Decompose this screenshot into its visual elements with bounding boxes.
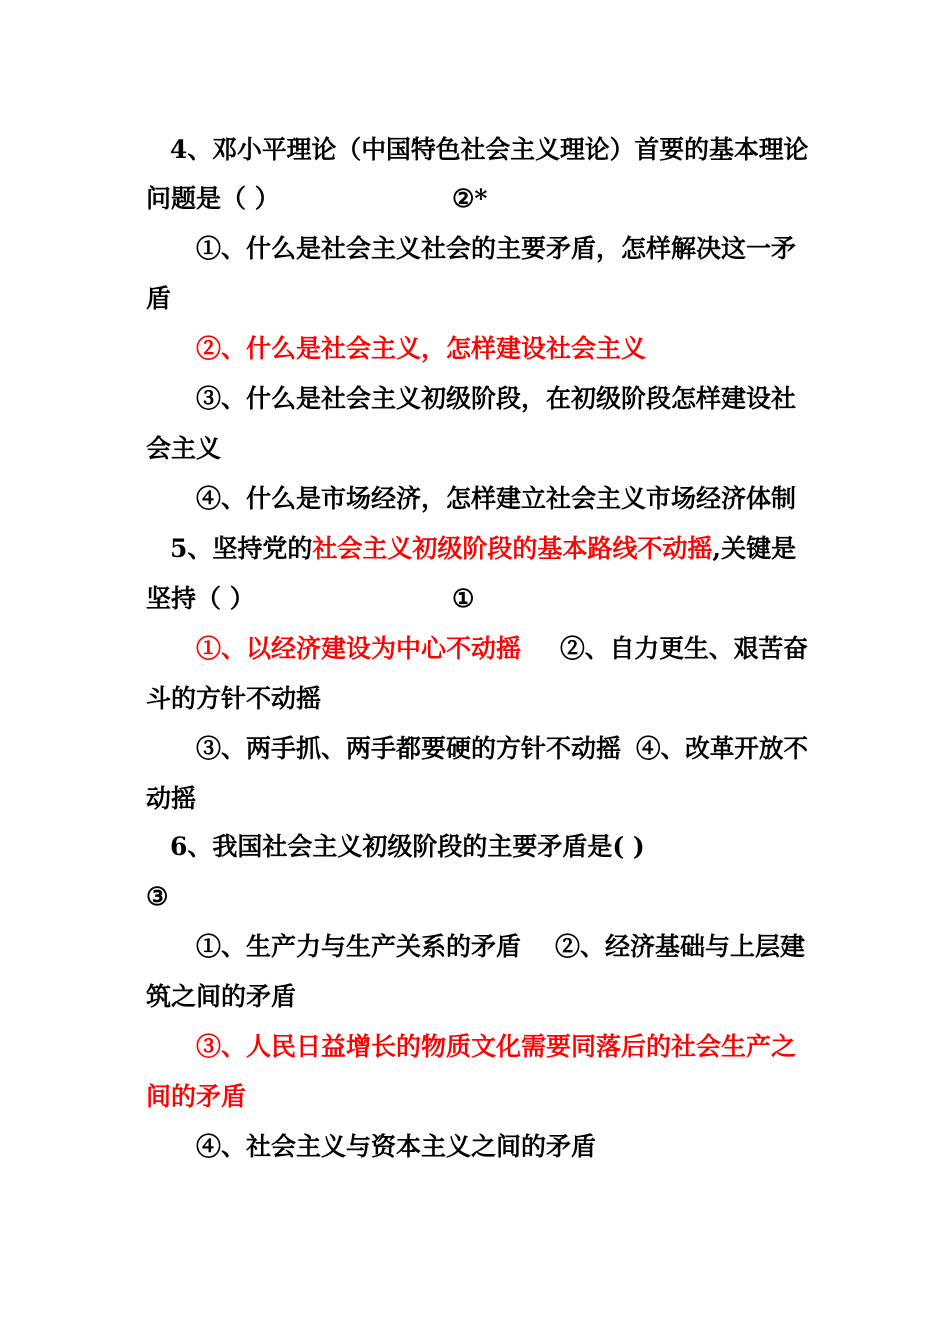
q6-answer: ③ — [146, 882, 169, 911]
q5-option-3: ③、两手抓、两手都要硬的方针不动摇 — [196, 734, 622, 763]
q4-option-3-line1: ③、什么是社会主义初级阶段，在初级阶段怎样建设社 — [196, 384, 797, 413]
q5-stem-suffix: ,关键是 — [712, 534, 797, 563]
q6-stem-line1: 6、我国社会主义初级阶段的主要矛盾是( ) — [170, 832, 645, 861]
q6-option-1: ①、生产力与生产关系的矛盾 — [196, 932, 522, 961]
q6-option-4: ④、社会主义与资本主义之间的矛盾 — [196, 1132, 597, 1161]
q6-option-3-line2-correct: 间的矛盾 — [146, 1082, 247, 1111]
q4-stem-line2: 问题是（ ） — [146, 184, 280, 213]
q5-option-2-line2: 斗的方针不动摇 — [146, 684, 322, 713]
q4-option-1-line2: 盾 — [146, 284, 172, 313]
q5-stem-line1 — [170, 534, 796, 564]
q6-option-2-line1: ②、经济基础与上层建 — [555, 932, 806, 961]
q5-stem-line2: 坚持（ ） — [146, 584, 255, 613]
q5-stem-highlight: 社会主义初级阶段的基本路线不动摇 — [312, 534, 713, 563]
q4-option-1-line1: ①、什么是社会主义社会的主要矛盾，怎样解决这一矛 — [196, 234, 797, 263]
q6-option-2-line2: 筑之间的矛盾 — [146, 982, 297, 1011]
q5-answer: ① — [452, 584, 475, 613]
q4-option-4: ④、什么是市场经济，怎样建立社会主义市场经济体制 — [196, 484, 797, 513]
q5-option-2-line1: ②、自力更生、艰苦奋 — [560, 634, 809, 663]
q4-option-2-correct: ②、什么是社会主义，怎样建设社会主义 — [196, 334, 647, 363]
q5-stem-prefix: 5、坚持党的 — [170, 534, 313, 563]
q5-option-4-line2: 动摇 — [146, 784, 197, 813]
q4-stem-line1: 4、邓小平理论（中国特色社会主义理论）首要的基本理论 — [170, 135, 809, 164]
q6-option-3-line1-correct: ③、人民日益增长的物质文化需要同落后的社会生产之 — [196, 1032, 797, 1061]
q4-option-3-line2: 会主义 — [146, 434, 222, 463]
q4-answer: ②* — [452, 184, 488, 213]
q5-option-4-line1: ④、改革开放不 — [636, 734, 809, 763]
q5-option-1-correct: ①、以经济建设为中心不动摇 — [196, 634, 522, 663]
